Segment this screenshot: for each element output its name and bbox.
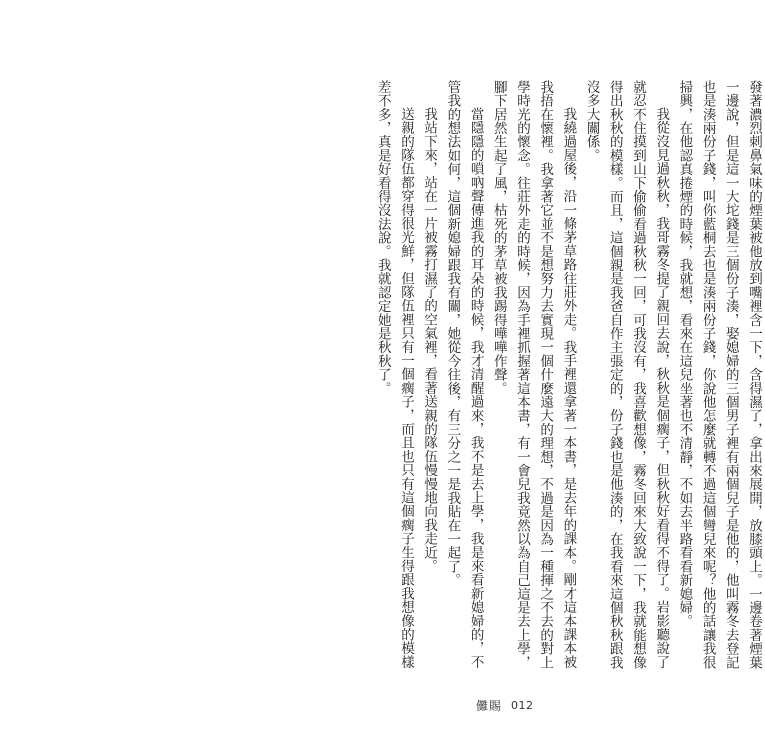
paragraph-4: 當隱隱的嗩吶聲傳進我的耳朵的時候，我才清醒過來，我不是去上學，我是來看新媳婦的，不管我的想法如何，這個新媳婦跟我有關，她從今往後，有三分之一是我貼在一起了。	[444, 80, 484, 669]
page-footer	[476, 697, 534, 713]
paragraph-3: 我繞過屋後，沿一條茅草路往莊外走。我手裡還拿著一本書，是去年的課本。剛才這本課本被我捂在懷裡。我拿著它並不是想努力去實現一個什麼遠大的理想，不過是因為一種揮之不去的對上學時光的懷念。往莊外走的時候，因為手裡抓握著這本書，有一會兒我竟然以為自己這是去上學，腳下居然生起了風，枯死的茅草被我踢得嘩嘩作聲。	[490, 80, 577, 670]
running-title: 儺賜	[476, 698, 503, 713]
paragraph-5: 我站下來，站在一片被霧打濕了的空氣裡，看著送親的隊伍慢慢地向我走近。	[421, 107, 438, 573]
paragraph-1: 發著濃烈刺鼻氣味的煙葉被他放到嘴裡含一下，含得濕了，拿出來展開，放膝頭上。一邊卷著煙葉一邊說，但是這一大坨錢是三個份子湊，娶媳婦的三個男子裡有兩個兒子是他的，他叫霧冬去登記也是湊兩份子錢，叫你藍桐去也是湊兩份子錢，你說他怎麼就轉不過這個彎兒來呢？他的話讓我很掃興，在他認真捲煙的時候，我就想，看來在這兒坐著也不清靜，不如去半路看看新媳婦。	[676, 80, 762, 670]
paragraph-6: 送親的隊伍都穿得很光鮮，但隊伍裡只有一個瘸子，而且也只有這個瘸子生得跟我想像的模樣差不多，真是好看得沒法說。我就認定她是秋秋了。	[374, 80, 414, 669]
vertical-text-body	[225, 80, 765, 680]
paragraph-2: 我從沒見過秋秋，我哥霧冬提了親回去說，秋秋是個瘸子，但秋秋好看得不得了。岩影聽說了就忍不住摸到山下偷偷看過秋秋一回，可我沒有，我喜歡想像，霧冬回來大致說一下，我就能想像得出秋秋的模樣。而且，這個親是我爸自作主張定的，份子錢也是他湊的，在我看來這個秋秋跟我沒多大關係。	[583, 80, 670, 670]
page-number: 012	[511, 698, 534, 712]
